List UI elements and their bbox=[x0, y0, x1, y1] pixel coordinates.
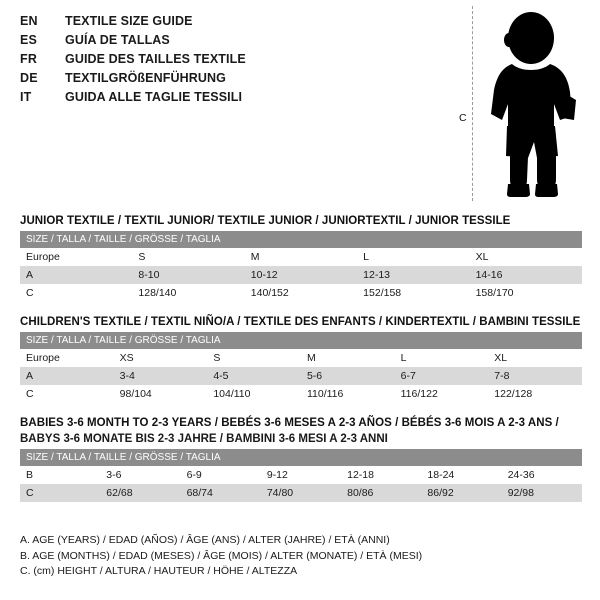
language-title: TEXTILGRÖßENFÜHRUNG bbox=[65, 71, 226, 85]
height-measure-label: C bbox=[459, 112, 467, 124]
cell: 18-24 bbox=[421, 466, 501, 484]
language-code: EN bbox=[20, 14, 38, 28]
cell: 4-5 bbox=[207, 367, 301, 385]
cell: S bbox=[207, 349, 301, 367]
row-label: A bbox=[20, 367, 114, 385]
cell: 14-16 bbox=[470, 266, 582, 284]
language-title: GUIDE DES TAILLES TEXTILE bbox=[65, 52, 246, 66]
table-header-row bbox=[20, 231, 582, 248]
cell: S bbox=[132, 248, 244, 266]
cell: 5-6 bbox=[301, 367, 395, 385]
language-title-block bbox=[20, 14, 400, 109]
cell: 104/110 bbox=[207, 385, 301, 403]
cell: 74/80 bbox=[261, 484, 341, 502]
language-row bbox=[20, 52, 400, 71]
table-header-row bbox=[20, 332, 582, 349]
babies-size-table bbox=[20, 449, 582, 502]
junior-section bbox=[20, 215, 582, 302]
cell: 9-12 bbox=[261, 466, 341, 484]
cell: 158/170 bbox=[470, 284, 582, 302]
row-label: Europe bbox=[20, 349, 114, 367]
cell: 128/140 bbox=[132, 284, 244, 302]
cell: 6-9 bbox=[181, 466, 261, 484]
row-label: A bbox=[20, 266, 132, 284]
measurement-figure bbox=[440, 6, 590, 201]
row-label: C bbox=[20, 284, 132, 302]
language-code: ES bbox=[20, 33, 38, 47]
language-row bbox=[20, 14, 400, 33]
language-title: GUIDA ALLE TAGLIE TESSILI bbox=[65, 90, 243, 104]
language-title: TEXTILE SIZE GUIDE bbox=[65, 14, 193, 28]
cell: L bbox=[357, 248, 469, 266]
language-row bbox=[20, 90, 400, 109]
table-row bbox=[20, 466, 582, 484]
table-header-row bbox=[20, 449, 582, 466]
cell: 68/74 bbox=[181, 484, 261, 502]
language-row bbox=[20, 33, 400, 52]
cell: L bbox=[395, 349, 489, 367]
footnotes-block bbox=[20, 533, 582, 580]
table-row bbox=[20, 385, 582, 403]
row-label: Europe bbox=[20, 248, 132, 266]
footnote-age-months: B. AGE (MONTHS) / EDAD (MESES) / ÂGE (MOIS) / ALTER (MONATE) / ETÀ (MESI) bbox=[20, 549, 423, 562]
cell: 98/104 bbox=[114, 385, 208, 403]
language-code: IT bbox=[20, 90, 32, 104]
babies-section-subtitle: BABYS 3-6 MONATE BIS 2-3 JAHRE / BAMBINI 3-6 MESI A 2-3 ANNI bbox=[20, 433, 388, 445]
table-row bbox=[20, 284, 582, 302]
table-row bbox=[20, 349, 582, 367]
table-row bbox=[20, 367, 582, 385]
cell: 92/98 bbox=[502, 484, 582, 502]
footnote-height: C. (cm) HEIGHT / ALTURA / HAUTEUR / HÖHE / ALTEZZA bbox=[20, 565, 298, 577]
junior-section-title: JUNIOR TEXTILE / TEXTIL JUNIOR/ TEXTILE JUNIOR / JUNIORTEXTIL / JUNIOR TESSILE bbox=[20, 215, 511, 227]
language-row bbox=[20, 71, 400, 90]
children-section-title: CHILDREN'S TEXTILE / TEXTIL NIÑO/A / TEXTILE DES ENFANTS / KINDERTEXTIL / BAMBINI TESSILE bbox=[20, 316, 581, 328]
cell: 12-18 bbox=[341, 466, 421, 484]
cell: 24-36 bbox=[502, 466, 582, 484]
table-header-label: SIZE / TALLA / TAILLE / GRÖSSE / TAGLIA bbox=[20, 231, 582, 248]
cell: M bbox=[301, 349, 395, 367]
children-size-table bbox=[20, 332, 582, 403]
junior-size-table bbox=[20, 231, 582, 302]
cell: 110/116 bbox=[301, 385, 395, 403]
cell: 8-10 bbox=[132, 266, 244, 284]
cell: 152/158 bbox=[357, 284, 469, 302]
cell: M bbox=[245, 248, 357, 266]
cell: XL bbox=[488, 349, 582, 367]
toddler-silhouette-icon bbox=[488, 8, 588, 198]
babies-section bbox=[20, 417, 582, 502]
language-title: GUÍA DE TALLAS bbox=[65, 33, 170, 47]
table-header-label: SIZE / TALLA / TAILLE / GRÖSSE / TAGLIA bbox=[20, 449, 582, 466]
cell: 6-7 bbox=[395, 367, 489, 385]
language-code: FR bbox=[20, 52, 38, 66]
language-code: DE bbox=[20, 71, 38, 85]
cell: 116/122 bbox=[395, 385, 489, 403]
table-header-label: SIZE / TALLA / TAILLE / GRÖSSE / TAGLIA bbox=[20, 332, 582, 349]
cell: 140/152 bbox=[245, 284, 357, 302]
table-row bbox=[20, 266, 582, 284]
cell: XS bbox=[114, 349, 208, 367]
cell: XL bbox=[470, 248, 582, 266]
cell: 86/92 bbox=[421, 484, 501, 502]
babies-section-title: BABIES 3-6 MONTH TO 2-3 YEARS / BEBÉS 3-6 MESES A 2-3 AÑOS / BÉBÉS 3-6 MOIS A 2-3 ANS / bbox=[20, 417, 559, 429]
row-label: C bbox=[20, 385, 114, 403]
cell: 62/68 bbox=[100, 484, 180, 502]
cell: 80/86 bbox=[341, 484, 421, 502]
table-row bbox=[20, 248, 582, 266]
cell: 122/128 bbox=[488, 385, 582, 403]
height-guide-line bbox=[472, 6, 473, 201]
cell: 12-13 bbox=[357, 266, 469, 284]
children-section bbox=[20, 316, 582, 403]
cell: 7-8 bbox=[488, 367, 582, 385]
footnote-age-years: A. AGE (YEARS) / EDAD (AÑOS) / ÂGE (ANS) / ALTER (JAHRE) / ETÀ (ANNI) bbox=[20, 534, 390, 546]
cell: 10-12 bbox=[245, 266, 357, 284]
table-row bbox=[20, 484, 582, 502]
row-label: C bbox=[20, 484, 100, 502]
cell: 3-6 bbox=[100, 466, 180, 484]
cell: 3-4 bbox=[114, 367, 208, 385]
row-label: B bbox=[20, 466, 100, 484]
